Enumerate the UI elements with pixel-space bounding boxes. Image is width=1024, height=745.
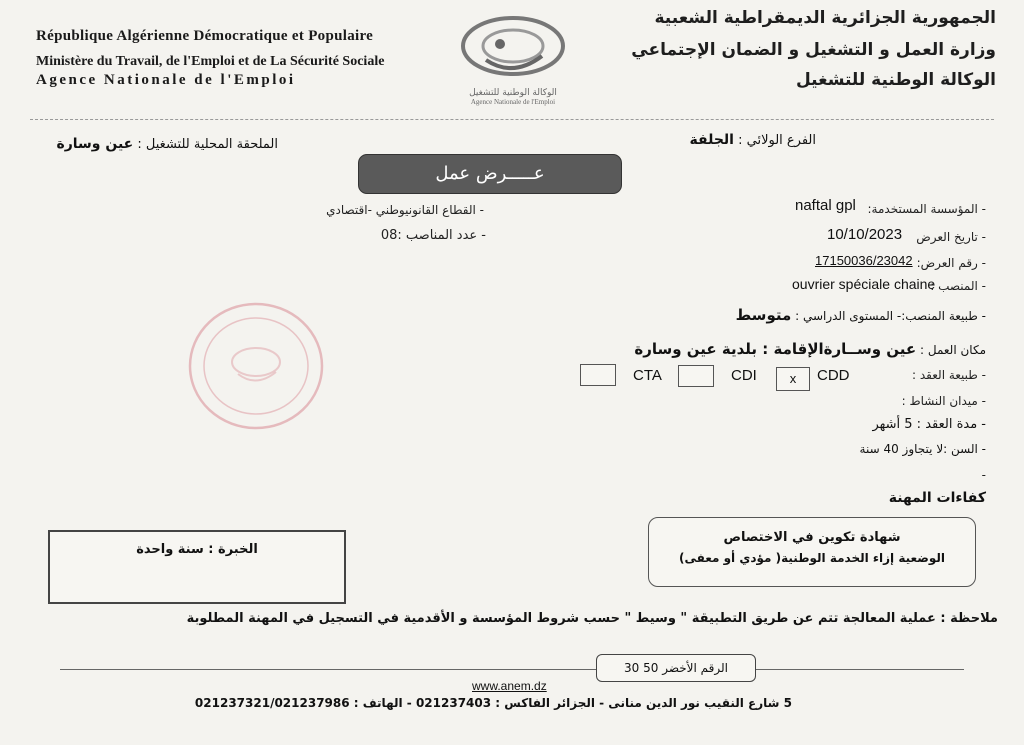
header-ar-ministry: وزارة العمل و التشغيل و الضمان الإجتماعي bbox=[631, 40, 996, 60]
green-number-text: الرقم الأخضر 50 30 bbox=[624, 661, 728, 675]
workplace-value: عين وســارةالإقامة : بلدية عين وسارة bbox=[634, 340, 917, 358]
activity-label: - ميدان النشاط : bbox=[901, 394, 986, 408]
logo-caption-ar: الوكالة الوطنية للتشغيل bbox=[469, 88, 557, 98]
header-fr-ministry: Ministère du Travail, de l'Emploi et de La Sécurité Sociale bbox=[36, 54, 385, 69]
branch-local-value: عين وسارة bbox=[56, 136, 134, 152]
branch-local: الملحقة المحلية للتشغيل : عين وسارة bbox=[56, 136, 278, 152]
anem-logo bbox=[446, 12, 580, 110]
employer-value: naftal gpl bbox=[795, 197, 856, 214]
contract-cdi-checkbox[interactable] bbox=[678, 365, 714, 387]
green-number-box bbox=[596, 654, 756, 682]
sector-text: - القطاع القانونيوطني -اقتصادي bbox=[326, 203, 484, 217]
anem-logo-icon bbox=[446, 12, 580, 82]
workplace-row: مكان العمل : عين وســارةالإقامة : بلدية عين وسارة bbox=[634, 340, 986, 358]
header-ar-agency: الوكالة الوطنية للتشغيل bbox=[795, 70, 996, 90]
experience-text: الخبرة : سنة واحدة bbox=[136, 542, 258, 557]
footer-line-right bbox=[754, 669, 964, 670]
website-link[interactable]: www.anem.dz bbox=[472, 679, 547, 693]
nature-row: - طبيعة المنصب:- المستوى الدراسي : متوسط bbox=[735, 306, 986, 324]
offer-title-text: عـــــرض عمل bbox=[435, 163, 545, 184]
employer-label: - المؤسسة المستخدمة: bbox=[867, 202, 986, 216]
footer-line-left bbox=[60, 669, 596, 670]
contract-cta-checkbox[interactable] bbox=[580, 364, 616, 386]
logo-caption-fr: Agence Nationale de l'Emploi bbox=[470, 98, 556, 106]
date-value: 10/10/2023 bbox=[827, 226, 903, 243]
contract-cdd-mark: x bbox=[789, 371, 797, 386]
offer-title bbox=[358, 154, 622, 194]
header-ar-republic: الجمهورية الجزائرية الديمقراطية الشعبية bbox=[654, 8, 996, 28]
official-stamp bbox=[186, 300, 326, 432]
stamp-icon bbox=[186, 300, 326, 432]
number-value: 17150036/23042 bbox=[815, 253, 913, 268]
header-fr-agency: Agence Nationale de l'Emploi bbox=[36, 72, 296, 88]
skills-box bbox=[648, 517, 976, 587]
experience-box bbox=[48, 530, 346, 604]
empty-dash: - bbox=[981, 468, 986, 482]
header-fr-republic: République Algérienne Démocratique et Populaire bbox=[36, 28, 374, 44]
positions-count: - عدد المناصب :08 bbox=[380, 228, 486, 243]
position-value: ouvrier spéciale chaine bbox=[792, 276, 936, 292]
processing-note: ملاحظة : عملية المعالجة تتم عن طريق التطبيقة " وسيط " حسب شروط المؤسسة و الأقدمية في التسجيل في المهنة المطلوبة bbox=[186, 611, 998, 626]
duration-text: - مدة العقد : 5 أشهر bbox=[872, 417, 986, 432]
branch-regional: الفرع الولائي : الجلفة bbox=[689, 132, 816, 148]
contract-cdd-label: CDD bbox=[817, 367, 850, 384]
contract-cdi-label: CDI bbox=[731, 367, 757, 384]
skills-line-1: شهادة تكوين في الاختصاص bbox=[723, 530, 901, 545]
education-level-value: متوسط bbox=[735, 306, 792, 324]
number-label: - رقم العرض: bbox=[916, 256, 986, 270]
contract-cdd-checkbox[interactable] bbox=[776, 367, 810, 391]
header-divider bbox=[30, 119, 994, 120]
footer-address: 5 شارع النقيب نور الدين منانى - الجزائر الفاكس : 021237403 - الهاتف : 021237321/021237986 bbox=[194, 696, 792, 710]
contract-label: - طبيعة العقد : bbox=[912, 368, 986, 382]
date-label: - تاريخ العرض bbox=[916, 230, 986, 244]
position-label: - المنصب : bbox=[930, 279, 986, 293]
skills-heading: كفاءات المهنة bbox=[888, 490, 986, 506]
contract-cta-label: CTA bbox=[633, 367, 662, 384]
skills-line-2: الوضعية إزاء الخدمة الوطنية( مؤدي أو معفى) bbox=[678, 551, 946, 565]
branch-regional-value: الجلفة bbox=[689, 132, 734, 148]
age-text: - السن :لا يتجاوز 40 سنة bbox=[859, 442, 986, 456]
